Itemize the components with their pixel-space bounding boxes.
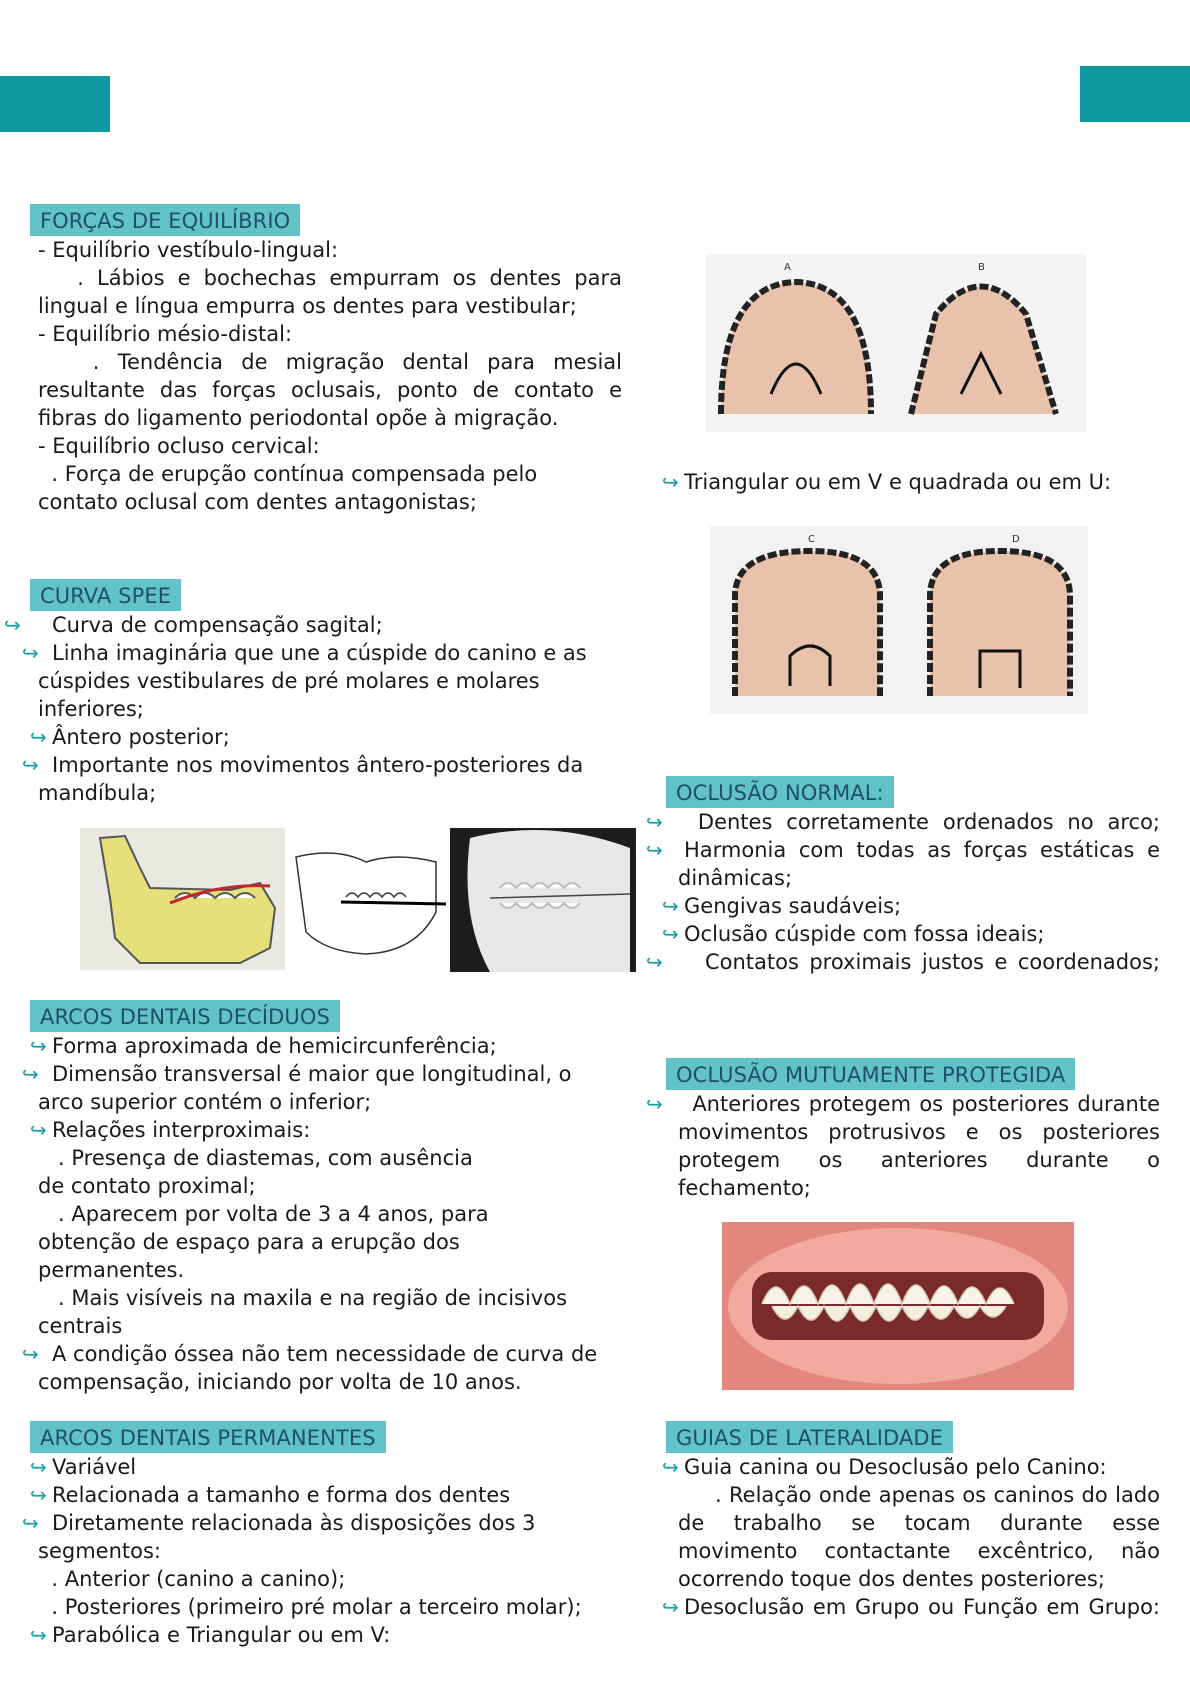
- arch-forms-figure-ab: [706, 254, 1086, 432]
- list-item: ↪ Diretamente relacionada às disposições dos 3 segmentos:: [22, 1511, 543, 1563]
- curved-arrow-icon: ↪: [22, 1062, 39, 1086]
- section-spee: [4, 579, 622, 807]
- heading-deciduos: ARCOS DENTAIS DECÍDUOS: [30, 1000, 340, 1032]
- curved-arrow-icon: ↪: [646, 1092, 663, 1116]
- section-guias: [662, 1421, 1167, 1621]
- curved-arrow-icon: ↪: [30, 1118, 47, 1142]
- heading-mutuamente: OCLUSÃO MUTUAMENTE PROTEGIDA: [666, 1058, 1075, 1090]
- heading-permanentes: ARCOS DENTAIS PERMANENTES: [30, 1421, 386, 1453]
- list-item: ↪ Relações interproximais:: [30, 1118, 311, 1142]
- curved-arrow-icon: ↪: [646, 810, 663, 834]
- list-item: ↪ Gengivas saudáveis;: [662, 894, 902, 918]
- arch-forms-figure-cd: [710, 526, 1088, 714]
- curved-arrow-icon: ↪: [662, 470, 679, 494]
- arch-caption: ↪ Triangular ou em V e quadrada ou em U:: [662, 470, 1112, 494]
- heading-guias: GUIAS DE LATERALIDADE: [666, 1421, 953, 1453]
- section-forcas: [30, 204, 629, 516]
- sub-item: . Anterior (canino a canino);: [38, 1567, 346, 1591]
- list-item: ↪ Guia canina ou Desoclusão pelo Canino:: [662, 1455, 1107, 1479]
- list-item: ↪ Linha imaginária que une a cúspide do canino e as cúspides vestibulares de pré molares e molares inferiores;: [22, 641, 594, 721]
- list-item: ↪ Parabólica e Triangular ou em V:: [30, 1623, 391, 1647]
- section-permanentes: [22, 1421, 622, 1649]
- curved-arrow-icon: ↪: [646, 950, 663, 974]
- list-item: ↪ Dimensão transversal é maior que longitudinal, o arco superior contém o inferior;: [22, 1062, 579, 1114]
- list-item: ↪ Curva de compensação sagital;: [4, 613, 383, 637]
- spee-illustration-mandible: [80, 828, 285, 970]
- curved-arrow-icon: ↪: [662, 894, 679, 918]
- curved-arrow-icon: ↪: [4, 613, 21, 637]
- smile-photo: [722, 1222, 1074, 1390]
- section-mutuamente: [646, 1058, 1167, 1202]
- section-normal: [646, 776, 1167, 976]
- heading-normal: OCLUSÃO NORMAL:: [666, 776, 894, 808]
- sub-item: . Posteriores (primeiro pré molar a terceiro molar);: [38, 1595, 582, 1619]
- forcas-line-5: - Equilíbrio ocluso cervical:: [38, 434, 320, 458]
- curved-arrow-icon: ↪: [30, 1455, 47, 1479]
- heading-forcas: FORÇAS DE EQUILÍBRIO: [30, 204, 300, 236]
- arch-label-a: A: [784, 262, 791, 273]
- forcas-line-4: . Tendência de migração dental para mesial resultante das forças oclusais, ponto de contato e fibras do ligamento periodontal opõe à migração.: [38, 350, 629, 430]
- list-item: ↪ Harmonia com todas as forças estáticas e dinâmicas;: [646, 838, 1167, 890]
- sub-item: . Aparecem por volta de 3 a 4 anos, para obtenção de espaço para a erupção dos permanentes.: [38, 1202, 496, 1282]
- curved-arrow-icon: ↪: [662, 1595, 679, 1619]
- curved-arrow-icon: ↪: [30, 1034, 47, 1058]
- list-item: ↪ A condição óssea não tem necessidade de curva de compensação, iniciando por volta de 10 anos.: [22, 1342, 604, 1394]
- arch-label-d: D: [1012, 534, 1020, 545]
- arch-label-c: C: [808, 534, 815, 545]
- list-item: ↪ Dentes corretamente ordenados no arco;: [646, 810, 1160, 834]
- list-item: ↪ Relacionada a tamanho e forma dos dentes: [30, 1483, 511, 1507]
- curved-arrow-icon: ↪: [30, 1483, 47, 1507]
- curved-arrow-icon: ↪: [22, 1342, 39, 1366]
- forcas-line-2: . Lábios e bochechas empurram os dentes para lingual e língua empurra os dentes para vestibular;: [38, 266, 629, 318]
- spee-illustration-skull-lineart: [286, 842, 446, 960]
- spee-photo-skull: [450, 828, 636, 972]
- forcas-line-3: - Equilíbrio mésio-distal:: [38, 322, 293, 346]
- curved-arrow-icon: ↪: [22, 753, 39, 777]
- list-item: ↪ Desoclusão em Grupo ou Função em Grupo:: [662, 1595, 1160, 1619]
- list-item: ↪ Anteriores protegem os posteriores durante movimentos protrusivos e os posteriores protegem os anteriores durante o fechamento;: [646, 1092, 1167, 1200]
- sub-item: . Mais visíveis na maxila e na região de incisivos centrais: [38, 1286, 574, 1338]
- list-item: ↪ Importante nos movimentos ântero-posteriores da mandíbula;: [22, 753, 590, 805]
- curved-arrow-icon: ↪: [22, 641, 39, 665]
- heading-spee: CURVA SPEE: [30, 579, 181, 611]
- arch-label-b: B: [978, 262, 985, 273]
- sub-item: . Relação onde apenas os caninos do lado de trabalho se tocam durante esse movimento contactante excêntrico, não ocorrendo toque dos dentes posteriores;: [678, 1483, 1167, 1591]
- list-item: ↪ Variável: [30, 1455, 137, 1479]
- header-tab-left: [0, 76, 110, 132]
- list-item: ↪ Forma aproximada de hemicircunferência;: [30, 1034, 497, 1058]
- list-item: ↪ Ântero posterior;: [30, 725, 230, 749]
- forcas-line-6: . Força de erupção contínua compensada pelo contato oclusal com dentes antagonistas;: [38, 462, 544, 514]
- curved-arrow-icon: ↪: [662, 922, 679, 946]
- forcas-line-1: - Equilíbrio vestíbulo-lingual:: [38, 238, 339, 262]
- curved-arrow-icon: ↪: [30, 1623, 47, 1647]
- curved-arrow-icon: ↪: [662, 1455, 679, 1479]
- list-item: ↪ Contatos proximais justos e coordenados;: [646, 950, 1160, 974]
- curved-arrow-icon: ↪: [30, 725, 47, 749]
- curved-arrow-icon: ↪: [646, 838, 663, 862]
- header-tab-right: [1080, 66, 1190, 122]
- list-item: ↪ Oclusão cúspide com fossa ideais;: [662, 922, 1045, 946]
- section-deciduos: [22, 1000, 622, 1396]
- curved-arrow-icon: ↪: [22, 1511, 39, 1535]
- sub-item: . Presença de diastemas, com ausência de contato proximal;: [38, 1146, 480, 1198]
